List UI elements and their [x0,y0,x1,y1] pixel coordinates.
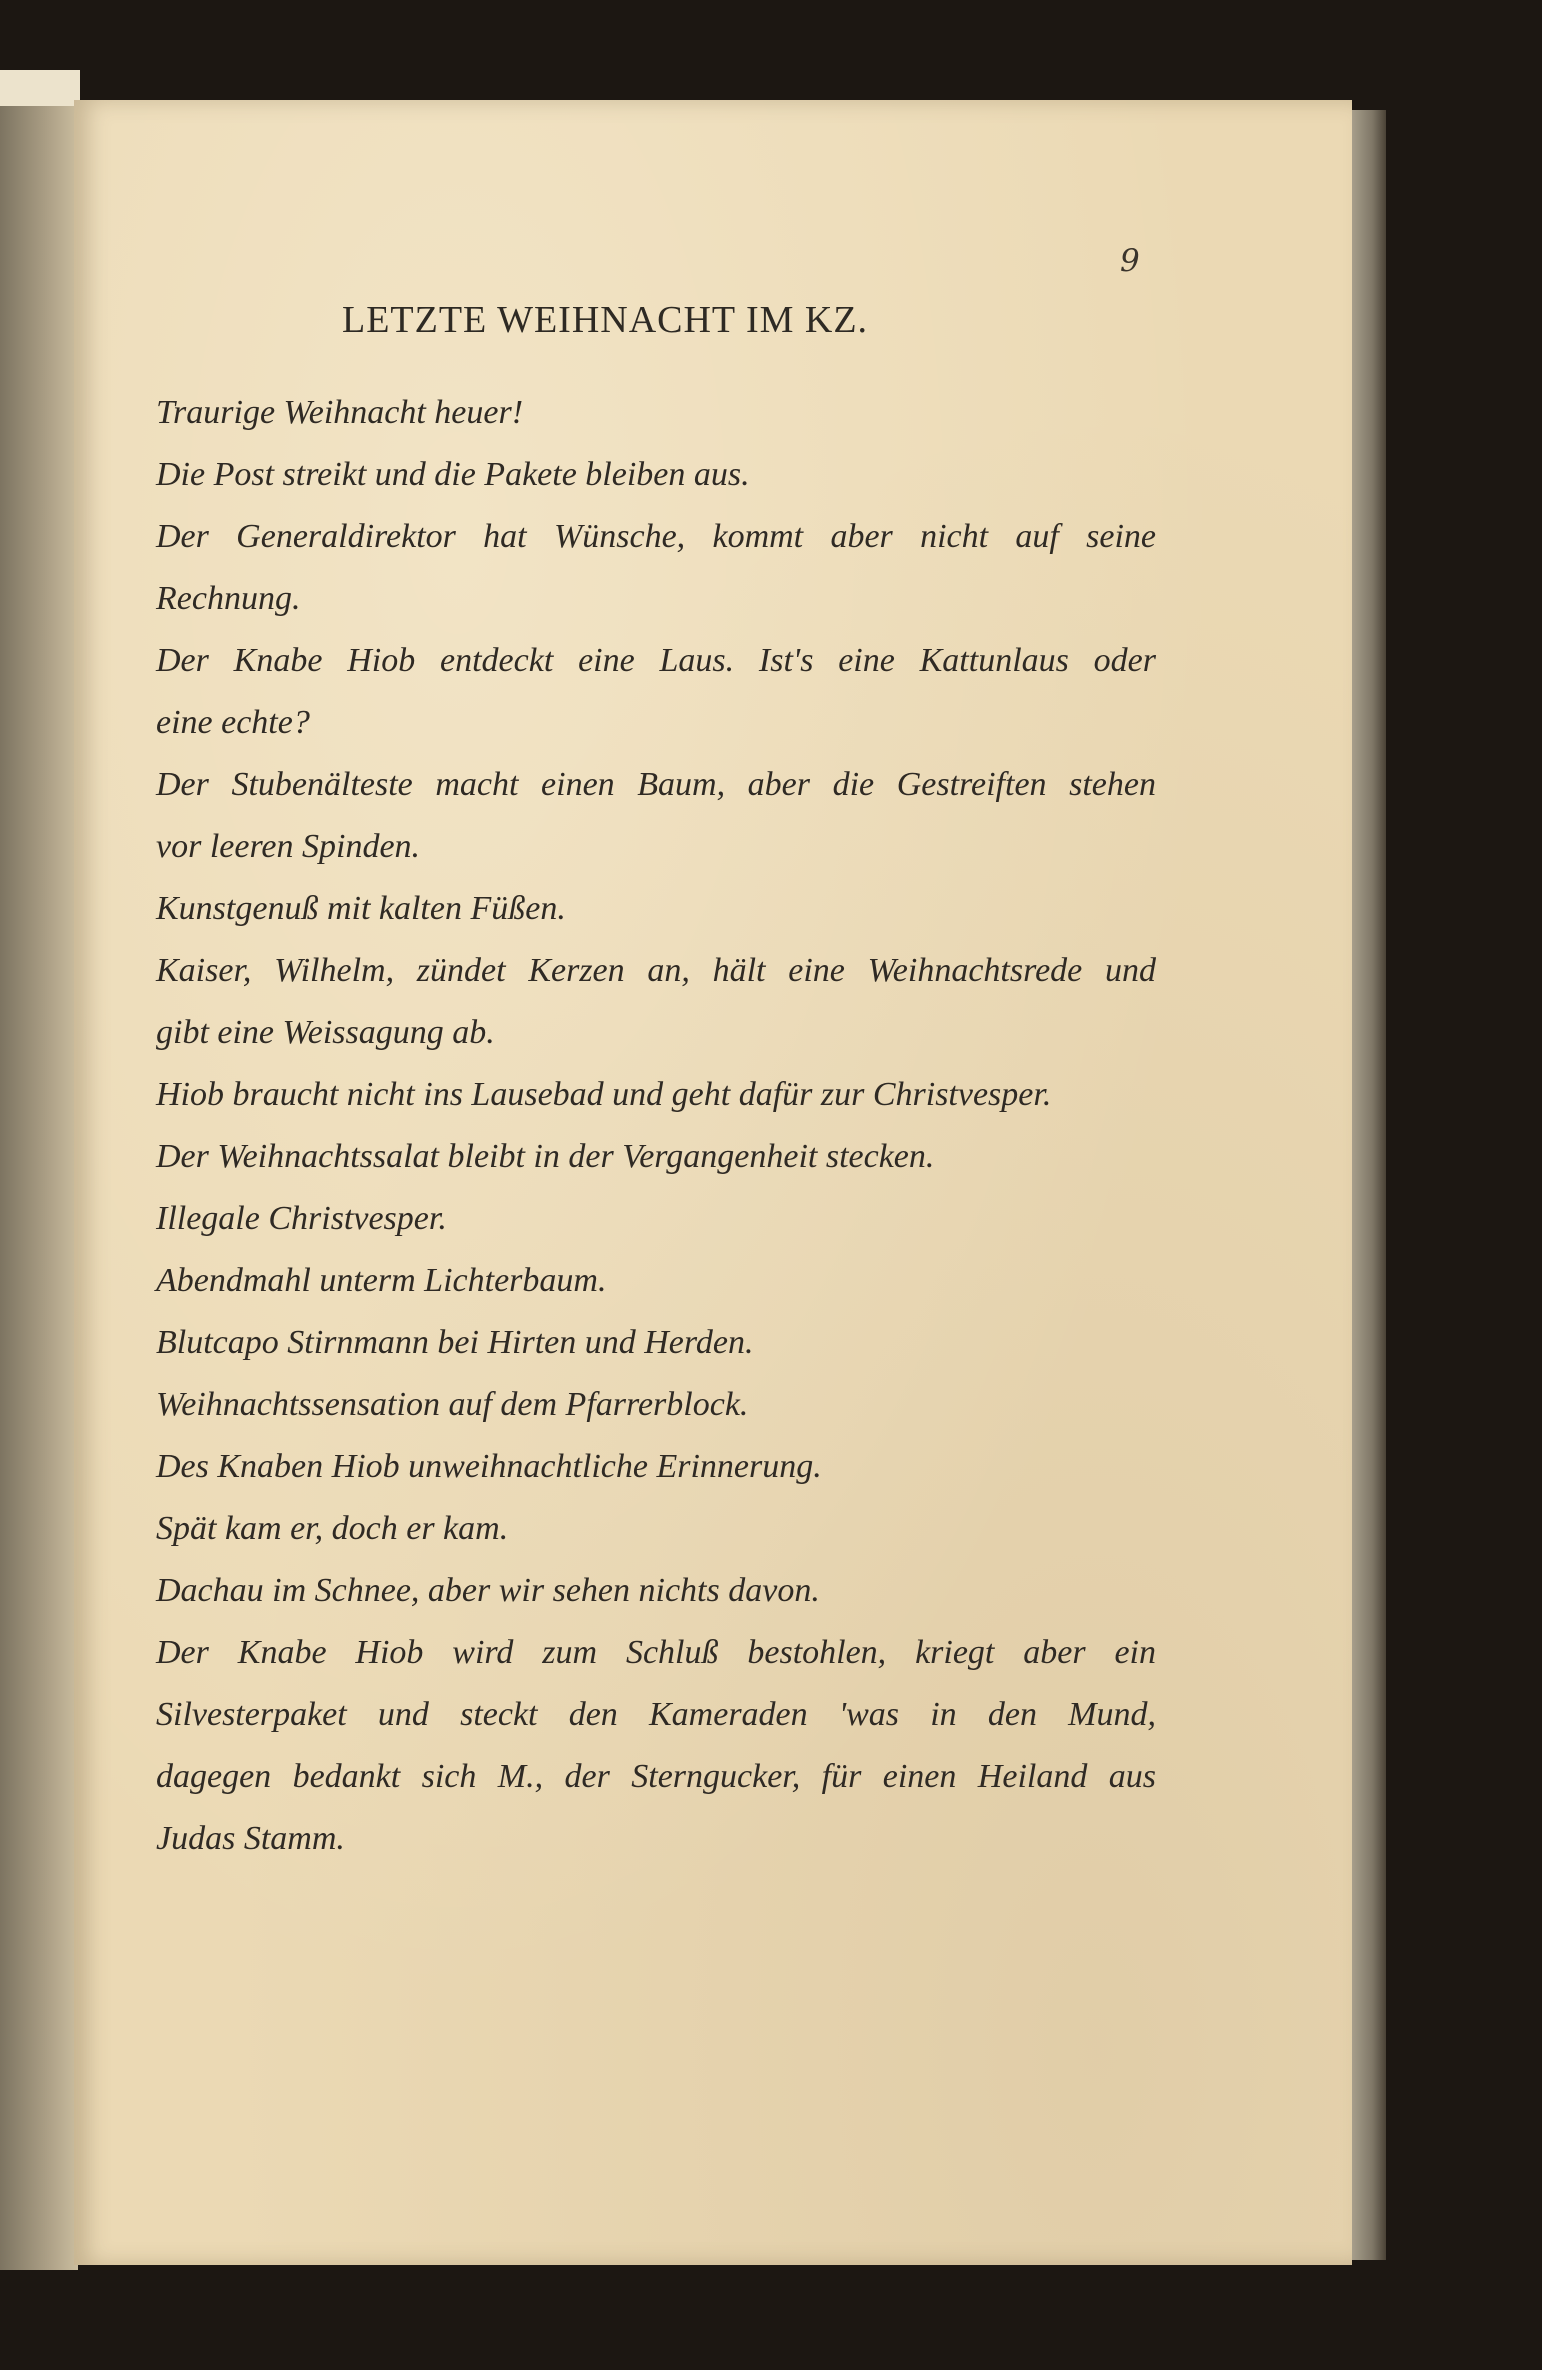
text-line: Die Post streikt und die Pakete bleiben aus. [156,456,750,493]
page-number: 9 [1120,243,1140,279]
left-page-edge [0,70,78,2270]
text-line: Des Knaben Hiob unweihnachtliche Erinnerung. [156,1448,822,1485]
text-line: Rechnung. [156,580,301,617]
text-line: dagegen bedankt sich M., der Sterngucker, für einen Heiland aus [156,1758,1156,1795]
text-line: Judas Stamm. [156,1820,345,1857]
text-line: Traurige Weihnacht heuer! [156,394,524,431]
text-line: Illegale Christvesper. [156,1200,447,1237]
text-line: Abendmahl unterm Lichterbaum. [156,1262,607,1299]
text-line: Der Knabe Hiob entdeckt eine Laus. Ist's eine Kattunlaus oder [156,642,1156,679]
poem-lines [156,382,1156,1870]
left-page-corner [0,70,80,106]
text-line: Kunstgenuß mit kalten Füßen. [156,890,566,927]
text-line: eine echte? [156,704,310,741]
text-line: Blutcapo Stirnmann bei Hirten und Herden. [156,1324,754,1361]
text-line: vor leeren Spinden. [156,828,421,865]
page-block-edge [1352,110,1386,2260]
text-line: Weihnachtssensation auf dem Pfarrerblock. [156,1386,749,1423]
text-line: Der Generaldirektor hat Wünsche, kommt aber nicht auf seine [156,518,1156,555]
text-line: Kaiser, Wilhelm, zündet Kerzen an, hält eine Weihnachtsrede und [156,952,1156,989]
poem-title: LETZTE WEIHNACHT IM KZ. [342,299,869,341]
text-line: Spät kam er, doch er kam. [156,1510,509,1547]
text-line: Der Stubenälteste macht einen Baum, aber die Gestreiften stehen [156,766,1156,803]
text-line: Der Weihnachtssalat bleibt in der Vergangenheit stecken. [156,1138,935,1175]
text-line: gibt eine Weissagung ab. [156,1014,495,1051]
text-line: Silvesterpaket und steckt den Kameraden 'was in den Mund, [156,1696,1156,1733]
text-line: Hiob braucht nicht ins Lausebad und geht dafür zur Christvesper. [156,1076,1052,1113]
text-line: Der Knabe Hiob wird zum Schluß bestohlen, kriegt aber ein [156,1634,1156,1671]
text-line: Dachau im Schnee, aber wir sehen nichts davon. [156,1572,820,1609]
